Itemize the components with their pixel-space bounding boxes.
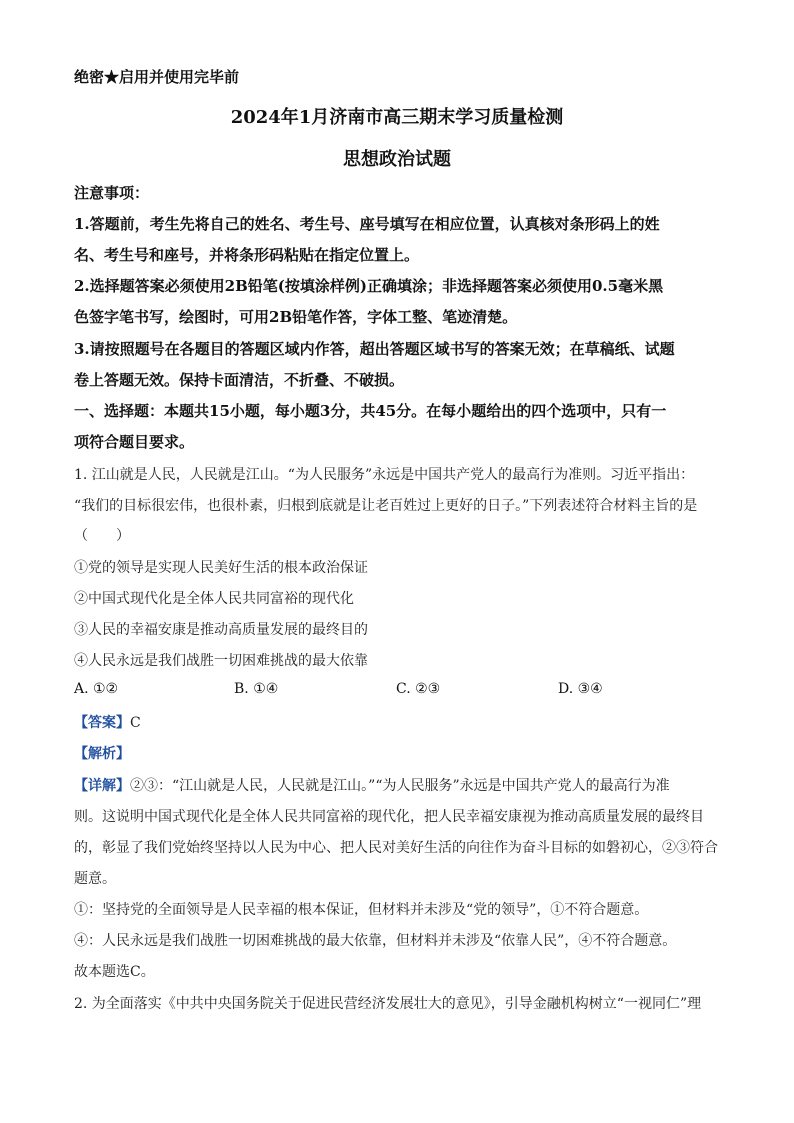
option-c: C. ②③ xyxy=(396,681,441,697)
detail-text: ②③：“江山就是人民，人民就是江山。”“为人民服务”永远是中国共产党人的最高行为准 xyxy=(130,778,670,794)
exam-subject: 思想政治试题 xyxy=(343,149,451,170)
analysis-tag: 【解析】 xyxy=(74,746,130,762)
notice-heading: 注意事项： xyxy=(74,184,150,202)
detail-text: ①：坚持党的全面领导是人民幸福的根本保证，但材料并未涉及“党的领导”，①不符合题意。 xyxy=(74,902,649,918)
notice-line: 2.选择题答案必须使用2B铅笔(按填涂样例)正确填涂；非选择题答案必须使用0.5毫米黑 xyxy=(74,277,664,295)
analysis-line xyxy=(74,743,130,763)
question-stem: “我们的目标很宏伟，也很朴素，归根到底就是让老百姓过上更好的日子。”下列表述符合材料主旨的是 xyxy=(74,498,698,514)
notice-line: 3.请按照题号在各题目的答题区域内作答，超出答题区域书写的答案无效；在草稿纸、试题 xyxy=(74,340,675,358)
option-a: A. ①② xyxy=(74,681,119,697)
notice-line: 名、考生号和座号，并将条形码粘贴在指定位置上。 xyxy=(74,246,420,264)
detail-text: ④：人民永远是我们战胜一切困难挑战的最大依靠，但材料并未涉及“依靠人民”，④不符合题意。 xyxy=(74,933,677,949)
answer-value: C xyxy=(130,715,141,731)
section-heading: 一、选择题：本题共15小题，每小题3分，共45分。在每小题给出的四个选项中，只有一 xyxy=(74,402,667,420)
option-b: B. ①④ xyxy=(234,681,279,697)
question-stem: 2. 为全面落实《中共中央国务院关于促进民营经济发展壮大的意见》，引导金融机构树立“一视同仁”理 xyxy=(74,996,702,1012)
notice-line: 色签字笔书写，绘图时，可用2B铅笔作答，字体工整、笔迹清楚。 xyxy=(74,308,518,326)
question-item: ④人民永远是我们战胜一切困难挑战的最大依靠 xyxy=(74,653,368,669)
confidential-label: 绝密★启用并使用完毕前 xyxy=(74,68,240,86)
section-heading: 项符合题目要求。 xyxy=(74,433,195,451)
question-stem: 1. 江山就是人民，人民就是江山。“为人民服务”永远是中国共产党人的最高行为准则。习近平指出： xyxy=(74,467,695,483)
detail-text: 故本题选C。 xyxy=(74,964,155,980)
detail-line xyxy=(74,775,670,795)
question-stem: （ ） xyxy=(74,528,130,544)
question-item: ②中国式现代化是全体人民共同富裕的现代化 xyxy=(74,591,354,607)
detail-text: 题意。 xyxy=(74,871,116,887)
exam-title: 2024年1月济南市高三期末学习质量检测 xyxy=(230,107,564,128)
notice-line: 卷上答题无效。保持卡面清洁，不折叠、不破损。 xyxy=(74,371,405,389)
notice-line: 1.答题前，考生先将自己的姓名、考生号、座号填写在相应位置，认真核对条形码上的姓 xyxy=(74,215,660,233)
detail-tag: 【详解】 xyxy=(74,778,130,794)
option-d: D. ③④ xyxy=(558,681,603,697)
answer-tag: 【答案】 xyxy=(74,715,130,731)
question-item: ①党的领导是实现人民美好生活的根本政治保证 xyxy=(74,560,368,576)
detail-text: 的，彰显了我们党始终坚持以人民为中心、把人民对美好生活的向往作为奋斗目标的如磐初心，②③符合 xyxy=(74,840,718,856)
detail-text: 则。这说明中国式现代化是全体人民共同富裕的现代化，把人民幸福安康视为推动高质量发展的最终目 xyxy=(74,809,704,825)
question-item: ③人民的幸福安康是推动高质量发展的最终目的 xyxy=(74,622,368,638)
answer-line xyxy=(74,712,141,732)
